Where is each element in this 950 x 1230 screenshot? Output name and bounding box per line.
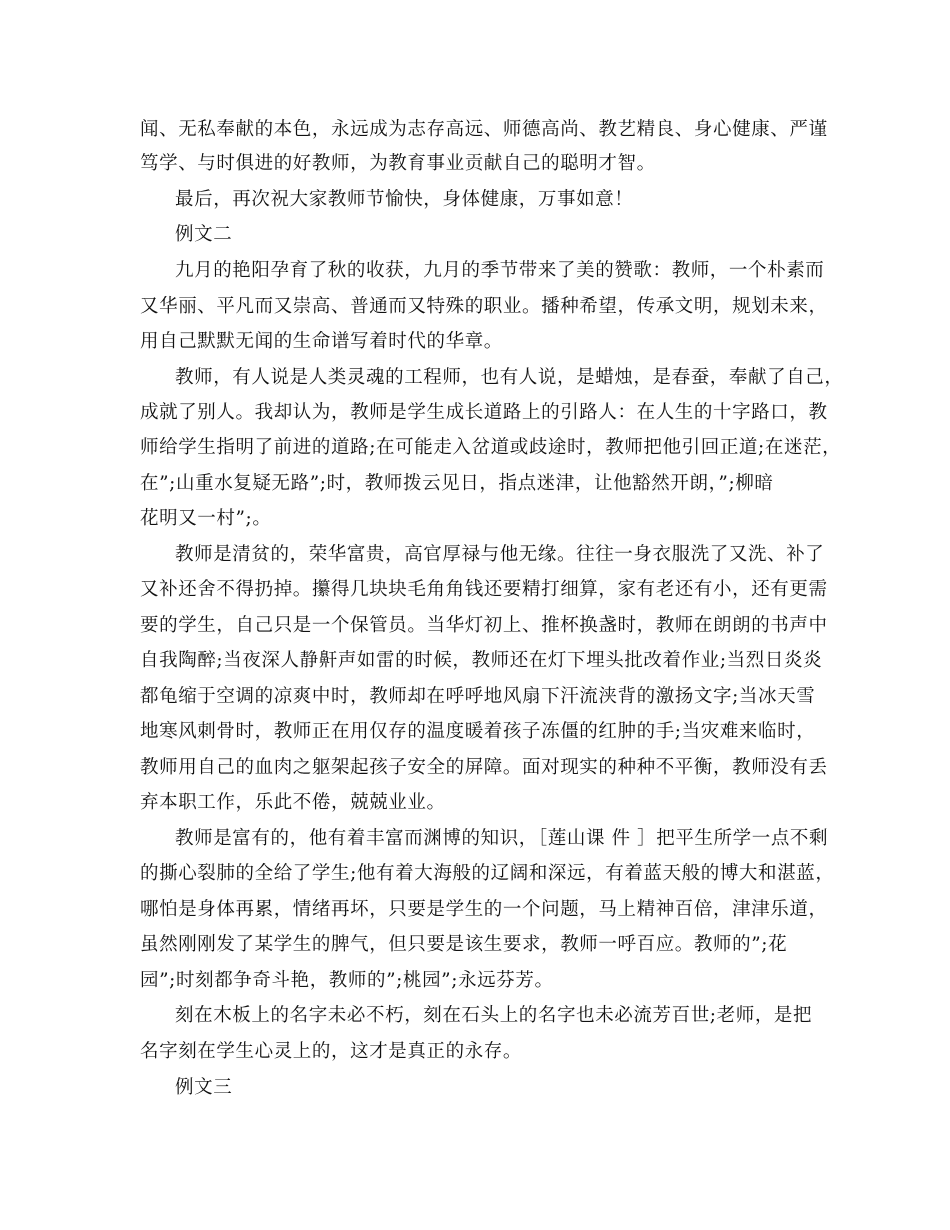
text-line: 闻、无私奉献的本色，永远成为志存高远、师德高尚、教艺精良、身心健康、严谨: [140, 119, 828, 140]
text-line: 又华丽、平凡而又崇高、普通而又特殊的职业。播种希望，传承文明，规划未来，: [140, 296, 828, 317]
text-line: 成就了别人。我却认为，教师是学生成长道路上的引路人：在人生的十字路口，教: [140, 402, 828, 423]
text-line: 师给学生指明了前进的道路;在可能走入岔道或歧途时，教师把他引回正道;在迷茫，: [140, 437, 842, 458]
text-line: 最后，再次祝大家教师节愉快，身体健康，万事如意！: [175, 189, 634, 210]
text-line: 在”;山重水复疑无路”;时，教师拨云见日，指点迷津，让他豁然开朗，”;柳暗: [140, 473, 774, 494]
text-line: 要的学生，自己只是一个保管员。当华灯初上、推杯换盏时，教师在朗朗的书声中: [140, 615, 828, 636]
text-line: 笃学、与时俱进的好教师，为教育事业贡献自己的聪明才智。: [140, 153, 656, 174]
text-line: 教师是清贫的，荣华富贵，高官厚禄与他无缘。往往一身衣服洗了又洗、补了: [175, 544, 825, 565]
text-line: 刻在木板上的名字未必不朽，刻在石头上的名字也未必流芳百世;老师，是把: [175, 1005, 813, 1026]
text-line: 用自己默默无闻的生命谱写着时代的华章。: [140, 331, 503, 352]
text-line: 的撕心裂肺的全给了学生;他有着大海般的辽阔和深远，有着蓝天般的博大和湛蓝，: [140, 863, 835, 884]
section-heading: 例文二: [175, 224, 233, 245]
text-line: 地寒风刺骨时，教师正在用仅存的温度暖着孩子冻僵的红肿的手;当灾难来临时，: [140, 721, 816, 742]
text-line: 花明又一村”;。: [140, 508, 272, 529]
text-line: 哪怕是身体再累，情绪再坏，只要是学生的一个问题，马上精神百倍，津津乐道，: [140, 899, 828, 920]
text-line: 教师是富有的，他有着丰富而渊博的知识，［莲山课 件 ］把平生所学一点不剩: [175, 828, 829, 849]
text-line: 名字刻在学生心灵上的，这才是真正的永存。: [140, 1041, 523, 1062]
text-line: 弃本职工作，乐此不倦，兢兢业业。: [140, 792, 446, 813]
text-line: 自我陶醉;当夜深人静鼾声如雷的时候，教师还在灯下埋头批改着作业;当烈日炎炎: [140, 650, 823, 671]
section-heading: 例文三: [175, 1077, 233, 1098]
text-line: 又补还舍不得扔掉。攥得几块块毛角角钱还要精打细算，家有老还有小，还有更需: [140, 579, 828, 600]
text-line: 教师用自己的血肉之躯架起孩子安全的屏障。面对现实的种种不平衡，教师没有丢: [140, 757, 828, 778]
text-line: 教师，有人说是人类灵魂的工程师，也有人说，是蜡烛，是春蚕，奉献了自己，: [175, 367, 844, 388]
text-line: 九月的艳阳孕育了秋的收获，九月的季节带来了美的赞歌：教师，一个朴素而: [175, 260, 825, 281]
text-line: 园”;时刻都争奇斗艳，教师的”;桃园”;永远芬芳。: [140, 970, 554, 991]
text-line: 都龟缩于空调的凉爽中时，教师却在呼呼地风扇下汗流浃背的激扬文字;当冰天雪: [140, 686, 816, 707]
text-line: 虽然刚刚发了某学生的脾气，但只要是该生要求，教师一呼百应。教师的”;花: [140, 934, 788, 955]
